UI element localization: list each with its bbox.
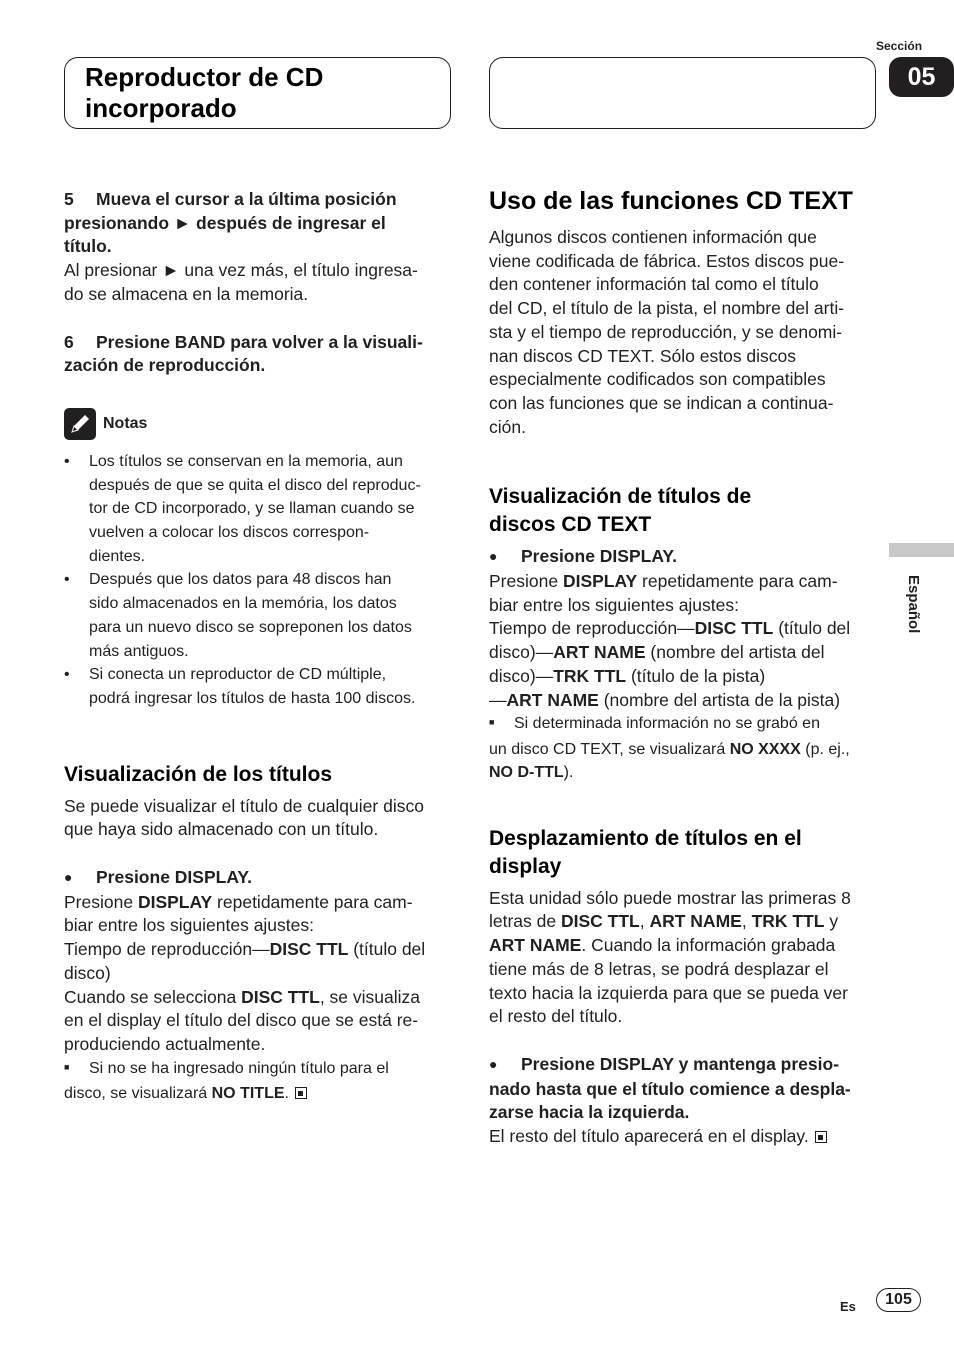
cdtext-note: ■Si determinada información no se grabó en un disco CD TEXT, se visualizará NO XXXX (p. ej., NO D-TTL). xyxy=(489,712,881,785)
scroll-paragraph: Esta unidad sólo puede mostrar las primeras 8 letras de DISC TTL, ART NAME, TRK TTL y ART NAME. Cuando la información grabada tiene más de 8 letras, se podrá desplazar el texto hacia la izquierda para que se pueda ver el resto del título. xyxy=(489,887,851,1027)
note-item: • Después que los datos para 48 discos han sido almacenados en la memória, los datos para un nuevo disco se sopreponen los datos más antiguos. xyxy=(64,568,454,663)
vis-intro: Se puede visualizar el título de cualquier disco que haya sido almacenado con un título. xyxy=(64,795,424,840)
page-number: 105 xyxy=(876,1288,921,1312)
chapter-title: Reproductor de CD incorporado xyxy=(85,62,324,123)
section-label: Sección xyxy=(876,39,923,53)
scroll-end-text: El resto del título aparecerá en el display. xyxy=(489,1125,881,1149)
language-tab xyxy=(889,543,954,557)
cdtext-intro: Algunos discos contienen información que viene codificada de fábrica. Estos discos pue- den contener información tal como el título del CD, el título de la pista, el nombre del arti- sta y el tiempo de reproducción, y se denomi- nan discos CD TEXT. Sólo estos discos especialmente codificados son compatibles con las funciones que se indican a continua- ción. xyxy=(489,227,845,437)
bullet-icon xyxy=(64,866,96,891)
footer-lang-code: Es xyxy=(840,1299,856,1314)
vis-note: ■Si no se ha ingresado ningún título para el disco, se visualizará NO TITLE. xyxy=(64,1057,454,1106)
notes-header xyxy=(64,408,454,440)
pencil-icon xyxy=(64,408,96,440)
cdtext-p2: Tiempo de reproducción—DISC TTL (título del disco)—ART NAME (nombre del artista del disco)—TRK TTL (título de la pista) —ART NAME (nombre del artista de la pista) xyxy=(489,618,851,710)
cdtext-p1: Presione DISPLAY repetidamente para cam- biar entre los siguientes ajustes: xyxy=(489,571,838,615)
main-heading: Uso de las funciones CD TEXT xyxy=(489,187,853,215)
square-bullet-icon xyxy=(489,712,514,738)
step-5-body: Al presionar ► una vez más, el título ingresa- do se almacena en la memoria. xyxy=(64,260,418,304)
step-6: 6 Presione BAND para volver a la visuali- zación de reproducción. xyxy=(64,331,423,376)
section-heading-visualizacion: Visualización de los títulos xyxy=(64,762,333,786)
square-bullet-icon xyxy=(64,1057,89,1083)
cdtext-bullet: ●Presione DISPLAY. xyxy=(489,545,881,570)
end-mark-icon xyxy=(295,1087,307,1099)
header-left-box xyxy=(64,57,451,129)
left-column xyxy=(64,188,454,1106)
section-heading-cdtext-titles: Visualización de títulos de discos CD TEXT xyxy=(489,485,752,537)
bullet-icon xyxy=(489,1053,521,1078)
section-heading-scroll: Desplazamiento de títulos en el display xyxy=(489,826,802,878)
section-number-badge: 05 xyxy=(889,57,954,97)
header-right-box xyxy=(489,57,876,129)
vis-p1: Presione DISPLAY repetidamente para cam- biar entre los siguientes ajustes: xyxy=(64,891,413,936)
note-item: • Los títulos se conservan en la memoria, aun después de que se quita el disco del reproduc- tor de CD incorporado, y se llaman cuando se vuelven a colocar los discos correspon- dientes. xyxy=(64,450,454,569)
notes-list xyxy=(64,450,454,711)
language-label: Español xyxy=(905,575,922,634)
vis-p2: Tiempo de reproducción—DISC TTL (título del disco) xyxy=(64,939,426,983)
vis-p3: Cuando se selecciona DISC TTL, se visualiza en el display el título del disco que se está re- produciendo actualmente. xyxy=(64,986,420,1054)
bullet-icon xyxy=(489,545,521,570)
end-mark-icon xyxy=(815,1131,827,1143)
scroll-bullet: ●Presione DISPLAY y mantenga presio- nado hasta que el título comience a despla- zarse hacia la izquierda. xyxy=(489,1053,881,1125)
step-5: 5 Mueva el cursor a la última posición presionando ► después de ingresar el título. xyxy=(64,189,397,257)
note-item: • Si conecta un reproductor de CD múltiple, podrá ingresar los títulos de hasta 100 discos. xyxy=(64,663,454,710)
vis-bullet: ●Presione DISPLAY. xyxy=(64,866,454,891)
notes-title: Notas xyxy=(103,415,148,433)
right-column xyxy=(489,186,881,1149)
